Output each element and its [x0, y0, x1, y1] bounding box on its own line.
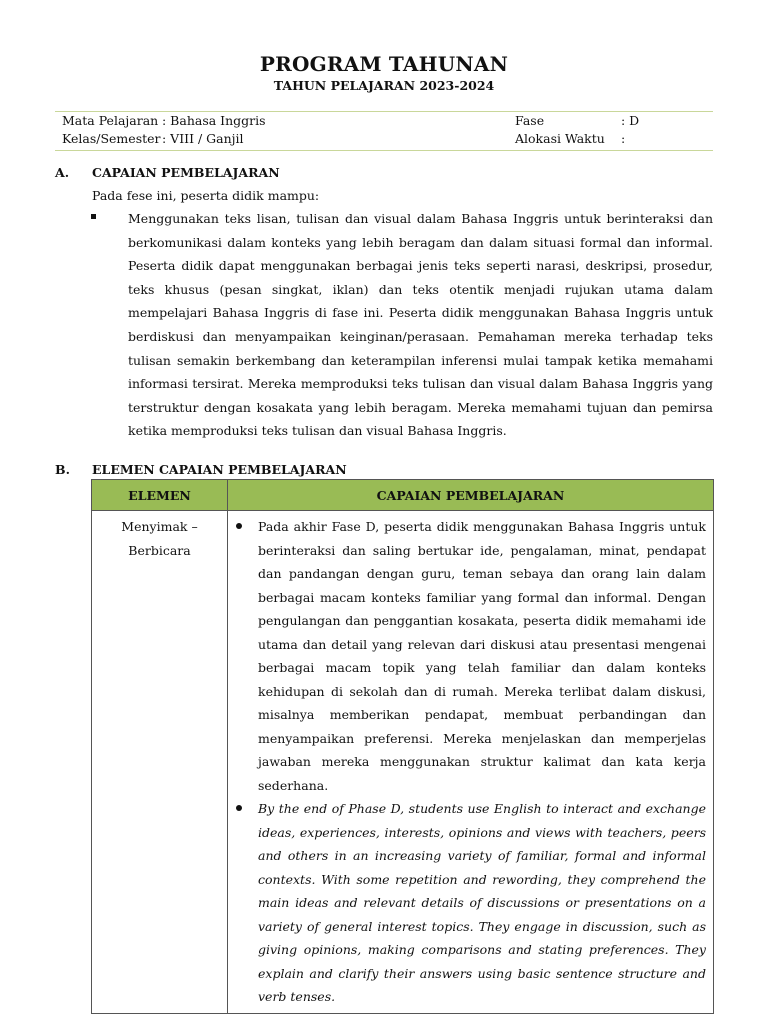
section-b-letter: B.	[55, 462, 70, 477]
capaian-bullet-id	[228, 515, 713, 797]
info-row-2	[55, 131, 713, 149]
capaian-table	[91, 479, 714, 1014]
alokasi-value: :	[621, 131, 626, 146]
section-a-intro: Pada fese ini, peserta didik mampu:	[92, 188, 320, 203]
section-a-letter: A.	[55, 165, 70, 180]
info-block	[55, 111, 713, 151]
elemen-cell	[92, 511, 228, 1014]
elemen-line-1: Menyimak –	[121, 519, 198, 534]
kelas-label: Kelas/Semester	[62, 131, 161, 146]
square-bullet-icon	[91, 214, 96, 219]
kelas-value: : VIII / Ganjil	[162, 131, 244, 146]
alokasi-label: Alokasi Waktu	[515, 131, 605, 146]
fase-label: Fase	[515, 113, 545, 128]
mapel-value: : Bahasa Inggris	[162, 113, 266, 128]
section-b-heading: ELEMEN CAPAIAN PEMBELAJARAN	[92, 462, 347, 477]
table-header-elemen: ELEMEN	[92, 480, 228, 511]
bullet-dot-icon	[236, 523, 242, 529]
fase-value: : D	[621, 113, 640, 128]
capaian-bullet-en	[228, 797, 713, 1009]
bullet-dot-icon	[236, 805, 242, 811]
capaian-text-en: By the end of Phase D, students use English to interact and exchange ideas, experiences, interests, opinions and views with teachers, peers and others in an increasing variety of familiar, formal and informal contexts. With some repetition and rewording, they comprehend the main ideas and relevant details of discussions or presentations on a variety of general interest topics. They engage in discussion, such as giving opinions, making comparisons and stating preferences. They explain and clarify their answers using basic sentence structure and verb tenses.	[258, 801, 706, 1004]
capaian-cell	[228, 511, 714, 1014]
table-header-row	[92, 480, 714, 511]
table-header-capaian: CAPAIAN PEMBELAJARAN	[228, 480, 714, 511]
section-a-paragraph: Menggunakan teks lisan, tulisan dan visual dalam Bahasa Inggris untuk berinteraksi dan berkomunikasi dalam konteks yang lebih beragam dan dalam situasi formal dan informal. Peserta didik dapat menggunakan berbagai jenis teks seperti narasi, deskripsi, prosedur, teks khusus (pesan singkat, iklan) dan teks otentik menjadi rujukan utama dalam mempelajari Bahasa Inggris di fase ini. Peserta didik menggunakan Bahasa Inggris untuk berdiskusi dan menyampaikan keinginan/perasaan. Pemahaman mereka terhadap teks tulisan semakin berkembang dan keterampilan inferensi mulai tampak ketika memahami informasi tersirat. Mereka memproduksi teks tulisan dan visual dalam Bahasa Inggris yang terstruktur dengan kosakata yang lebih beragam. Mereka memahami tujuan dan pemirsa ketika memproduksi teks tulisan dan visual Bahasa Inggris.	[128, 211, 713, 439]
page-title: PROGRAM TAHUNAN	[259, 52, 509, 76]
table-row	[92, 511, 714, 1014]
elemen-line-2: Berbicara	[128, 542, 191, 558]
info-row-1	[55, 113, 713, 131]
mapel-label: Mata Pelajaran	[62, 113, 159, 128]
section-a-heading: CAPAIAN PEMBELAJARAN	[92, 165, 280, 180]
page-subtitle: TAHUN PELAJARAN 2023-2024	[273, 78, 495, 93]
capaian-text-id: Pada akhir Fase D, peserta didik menggunakan Bahasa Inggris untuk berinteraksi dan saling bertukar ide, pengalaman, minat, pendapat dan pandangan dengan guru, teman sebaya dan orang lain dalam berbagai macam konteks familiar yang formal dan informal. Dengan pengulangan dan penggantian kosakata, peserta didik memahami ide utama dan detail yang relevan dari diskusi atau presentasi mengenai berbagai macam topik yang telah familiar dan dalam konteks kehidupan di sekolah dan di rumah. Mereka terlibat dalam diskusi, misalnya memberikan pendapat, membuat perbandingan dan menyampaikan preferensi. Mereka menjelaskan dan memperjelas jawaban mereka menggunakan struktur kalimat dan kata kerja sederhana.	[258, 519, 706, 793]
